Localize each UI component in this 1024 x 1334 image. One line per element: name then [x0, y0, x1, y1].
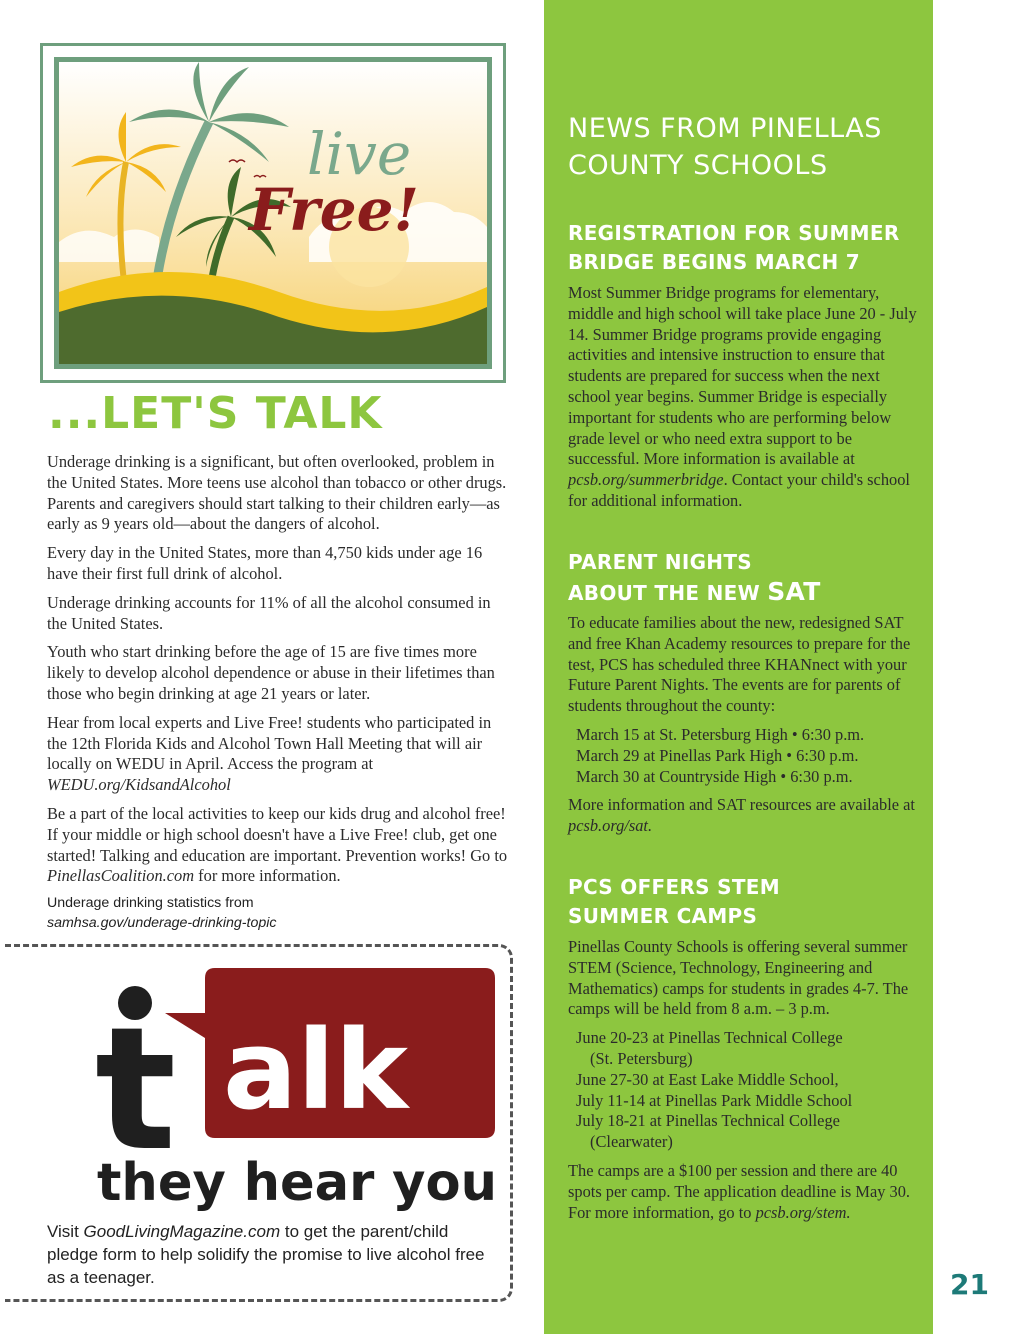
- paragraph-3: Underage drinking accounts for 11% of all the alcohol consumed in the United States.: [47, 592, 491, 633]
- they-hear-you-tagline: they hear you: [97, 1153, 497, 1213]
- parent-nights-heading-sat: SAT: [767, 577, 821, 606]
- camp-1: June 20-23 at Pinellas Technical College: [576, 1028, 843, 1048]
- parent-nights-heading-about: ABOUT THE NEW: [568, 581, 760, 605]
- summer-bridge-end: . Contact your child's school for additional information.: [568, 470, 910, 510]
- left-article-body: [47, 452, 509, 895]
- parent-nights-heading-line2: [568, 577, 918, 608]
- pledge-form-text: [47, 1220, 487, 1289]
- news-sidebar-title: NEWS FROM PINELLAS COUNTY SCHOOLS: [568, 113, 882, 181]
- palm-tree-scene-illustration: [59, 62, 487, 364]
- lets-talk-heading: ...LET'S TALK: [48, 388, 383, 439]
- visit-prefix: Visit: [47, 1222, 79, 1241]
- talk-logo-graphic: [95, 958, 505, 1213]
- stem-camps-text: Pinellas County Schools is offering several summer STEM (Science, Technology, Engineering and Mathematics) camps for students in grades 4-7. The camps will be held from 8 a.m. – 3 p.m.: [568, 937, 909, 1019]
- parent-night-date-1: March 15 at St. Petersburg High • 6:30 p.m.: [576, 724, 865, 744]
- sat-more-text: More information and SAT resources are available at: [568, 795, 915, 815]
- paragraph-1: Underage drinking is a significant, but often overlooked, problem in the United States. More teens use alcohol than tobacco or other drugs. Parents and caregivers should start talking to their children early—as early as 9 years old—about the dangers of alcohol.: [47, 452, 507, 534]
- logo-free-text: Free!: [249, 176, 419, 244]
- paragraph-5-text: Hear from local experts and Live Free! students who participated in the 12th Florida Kids and Alcohol Town Hall Meeting that will air locally on WEDU in April. Access the program at: [47, 712, 492, 774]
- wedu-link[interactable]: WEDU.org/KidsandAlcohol: [47, 775, 231, 795]
- parent-nights-body: [568, 613, 920, 845]
- page-number: 21: [950, 1268, 989, 1301]
- parent-nights-heading: [568, 548, 918, 608]
- logo-live-text: live: [307, 120, 412, 188]
- paragraph-6-text: Be a part of the local activities to keep our kids drug and alcohol free! If your middle or high school doesn't have a Live Free! club, get one started! Talking and education are important. Prevention works! Go to: [47, 803, 508, 865]
- sat-link[interactable]: pcsb.org/sat.: [568, 816, 653, 836]
- talk-bubble-text: alk: [223, 1006, 409, 1134]
- paragraph-4: Youth who start drinking before the age of 15 are five times more likely to develop alcohol dependence or abuse in their lifetimes than those who begin drinking at age 21 years or later.: [47, 642, 495, 703]
- paragraph-5: [47, 713, 509, 796]
- talk-they-hear-you-logo: [95, 958, 505, 1213]
- statistics-label: Underage drinking statistics from: [47, 895, 254, 911]
- paragraph-6: [47, 804, 509, 887]
- stem-camps-end-text: The camps are a $100 per session and there are 40 spots per camp. The application deadline is May 30. For more information, go to: [568, 1160, 910, 1222]
- statistics-source: [47, 893, 497, 933]
- sat-resources-text: [568, 795, 920, 837]
- stem-camps-heading: [568, 873, 918, 931]
- summer-bridge-text: Most Summer Bridge programs for elementary, middle and high school will take place June 20 - July 14. Summer Bridge programs provide engaging activities and intensive instruction to ensure that students are prepared for success when the next school year begins. Summer Bridge is especially important for students who are performing below grade level or who need extra support to be successful. More information is available at: [568, 283, 917, 469]
- parent-night-date-3: March 30 at Countryside High • 6:30 p.m.: [576, 766, 853, 786]
- samhsa-link[interactable]: samhsa.gov/underage-drinking-topic: [47, 915, 277, 931]
- visit-suffix: to get the parent/child pledge form to help solidify the promise to live alcohol free as a teenager.: [47, 1222, 485, 1287]
- summer-bridge-body: [568, 283, 920, 512]
- pinellas-coalition-link[interactable]: PinellasCoalition.com: [47, 866, 195, 886]
- camp-1-location: (St. Petersburg): [590, 1048, 693, 1068]
- live-free-logo: [40, 43, 506, 383]
- parent-night-date-2: March 29 at Pinellas Park High • 6:30 p.m.: [576, 745, 859, 765]
- talk-t-letter: t: [95, 991, 177, 1189]
- stem-camps-heading-line1: PCS OFFERS STEM: [568, 875, 780, 899]
- camp-2: June 27-30 at East Lake Middle School,: [576, 1069, 839, 1089]
- parent-nights-text: To educate families about the new, redesigned SAT and free Khan Academy resources to prepare for the test, PCS has scheduled three KHANnect with your Future Parent Nights. The events are for parents of students throughout the county:: [568, 613, 911, 716]
- parent-nights-heading-line1: PARENT NIGHTS: [568, 550, 752, 574]
- good-living-magazine-link[interactable]: GoodLivingMagazine.com: [83, 1222, 281, 1241]
- summer-bridge-heading: REGISTRATION FOR SUMMER BRIDGE BEGINS MARCH 7: [568, 221, 900, 274]
- camp-4: July 18-21 at Pinellas Technical College: [576, 1111, 840, 1131]
- stem-link[interactable]: pcsb.org/stem.: [755, 1202, 851, 1222]
- summer-bridge-link[interactable]: pcsb.org/summerbridge: [568, 470, 724, 490]
- stem-camps-end: [568, 1161, 920, 1223]
- stem-camps-heading-line2: SUMMER CAMPS: [568, 904, 758, 928]
- paragraph-2: Every day in the United States, more than 4,750 kids under age 16 have their first full drink of alcohol.: [47, 543, 483, 583]
- paragraph-6-end: for more information.: [198, 866, 341, 886]
- stem-camps-body: [568, 937, 920, 1231]
- camp-4-location: (Clearwater): [590, 1132, 673, 1152]
- camp-3: July 11-14 at Pinellas Park Middle School: [576, 1090, 853, 1110]
- live-free-logo-art: [54, 57, 492, 369]
